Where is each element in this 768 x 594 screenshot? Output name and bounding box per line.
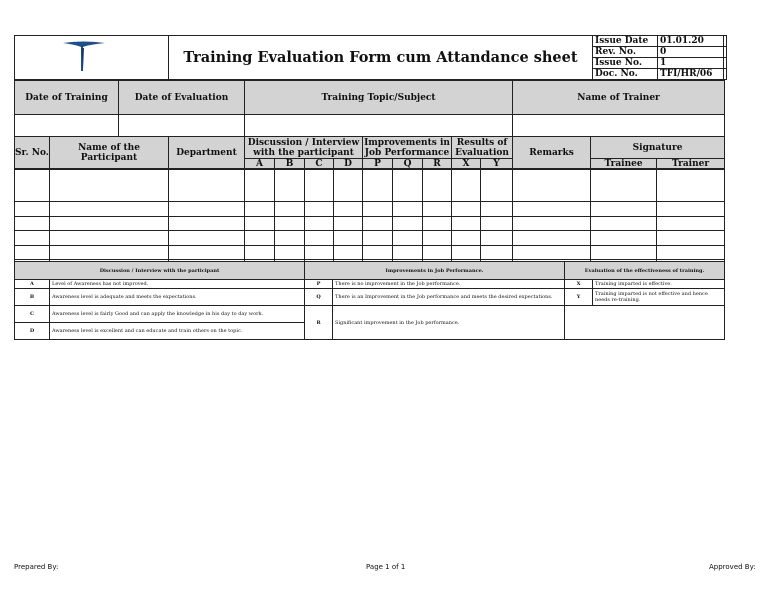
legend-text-c: Awareness level is fairly Good and can apply the knowledge in his day to day work.	[50, 306, 305, 323]
meta-label: Rev. No.	[593, 47, 658, 58]
legend-text-r: Significant improvement in the Job performance.	[333, 306, 565, 340]
legend-text-p: There is no improvement in the Job performance.	[333, 280, 565, 289]
meta-row	[593, 36, 727, 47]
table-row	[15, 231, 725, 246]
legend-code-c: C	[15, 306, 50, 323]
table-row	[15, 217, 725, 231]
results-header: Results of Evaluation	[452, 137, 513, 159]
legend-code-b: B	[15, 289, 50, 306]
department-header: Department	[169, 137, 245, 170]
legend-text-b: Awareness level is adequate and meets the expectations.	[50, 289, 305, 306]
table-row	[15, 202, 725, 217]
training-topic-header: Training Topic/Subject	[245, 81, 513, 115]
date-of-evaluation-header: Date of Evaluation	[119, 81, 245, 115]
legend-row	[15, 306, 725, 323]
top-header-row	[15, 81, 725, 115]
signature-header: Signature	[591, 137, 725, 159]
page-title: Training Evaluation Form cum Attandance sheet	[183, 49, 578, 66]
table-row	[15, 246, 725, 260]
meta-label: Issue No.	[593, 58, 658, 69]
discussion-legend-title: Discussion / Interview with the participant	[15, 262, 305, 280]
col-c-header: C	[305, 159, 334, 170]
legend-text-q: There is an Improvement in the Job performance and meets the desired expectations.	[333, 289, 565, 306]
logo-cell	[15, 36, 169, 79]
legend-text-x: Training imparted is effective.	[593, 280, 725, 289]
legend-row	[15, 289, 725, 306]
col-p-header: P	[363, 159, 393, 170]
meta-value: 01.01.20	[658, 36, 727, 47]
prepared-by-label: Prepared By:	[14, 563, 59, 571]
legend-table	[14, 261, 725, 340]
legend-header-row	[15, 262, 725, 280]
legend-text-a: Level of Awareness has not improved.	[50, 280, 305, 289]
col-x-header: X	[452, 159, 481, 170]
col-b-header: B	[275, 159, 305, 170]
legend-row	[15, 280, 725, 289]
company-logo	[15, 36, 169, 79]
training-topic-field[interactable]	[245, 115, 513, 137]
table-row	[15, 169, 725, 202]
legend-code-q: Q	[305, 289, 333, 306]
name-of-trainer-field[interactable]	[513, 115, 725, 137]
form-header	[14, 35, 724, 80]
legend-code-p: P	[305, 280, 333, 289]
approved-by-label: Approved By:	[709, 563, 756, 571]
legend-empty-cell	[565, 306, 725, 340]
meta-row	[593, 69, 727, 80]
remarks-header: Remarks	[513, 137, 591, 170]
date-of-training-field[interactable]	[15, 115, 119, 137]
page-number: Page 1 of 1	[366, 563, 406, 571]
meta-label: Doc. No.	[593, 69, 658, 80]
legend-code-d: D	[15, 323, 50, 340]
col-y-header: Y	[481, 159, 513, 170]
col-q-header: Q	[393, 159, 423, 170]
meta-row	[593, 47, 727, 58]
legend-text-y: Training imparted is not effective and hence needs re-training.	[593, 289, 725, 306]
col-a-header: A	[245, 159, 275, 170]
top-input-row	[15, 115, 725, 137]
legend-code-x: X	[565, 280, 593, 289]
legend-text-d: Awareness level is excellent and can educate and train others on the topic.	[50, 323, 305, 340]
meta-row	[593, 58, 727, 69]
attendance-table	[14, 80, 725, 170]
participant-header: Name of the Participant	[50, 137, 169, 170]
meta-value: TFI/HR/06	[658, 69, 727, 80]
effectiveness-legend-title: Evaluation of the effectiveness of training.	[565, 262, 725, 280]
meta-value: 0	[658, 47, 727, 58]
trainer-header: Trainer	[657, 159, 725, 170]
sr-no-header: Sr. No.	[15, 137, 50, 170]
name-of-trainer-header: Name of Trainer	[513, 81, 725, 115]
date-of-training-header: Date of Training	[15, 81, 119, 115]
meta-label: Issue Date	[593, 36, 658, 47]
legend-code-y: Y	[565, 289, 593, 306]
date-of-evaluation-field[interactable]	[119, 115, 245, 137]
col-d-header: D	[334, 159, 363, 170]
legend-code-r: R	[305, 306, 333, 340]
improvement-legend-title: Improvements in Job Performance.	[305, 262, 565, 280]
meta-value: 1	[658, 58, 727, 69]
participant-rows	[14, 168, 725, 274]
column-header-row	[15, 137, 725, 159]
legend-code-a: A	[15, 280, 50, 289]
trainee-header: Trainee	[591, 159, 657, 170]
document-meta-table	[592, 35, 727, 80]
improvements-header: Improvements in Job Performance	[364, 137, 450, 158]
discussion-header: Discussion / Interview with the participant	[245, 137, 363, 159]
col-r-header: R	[423, 159, 452, 170]
